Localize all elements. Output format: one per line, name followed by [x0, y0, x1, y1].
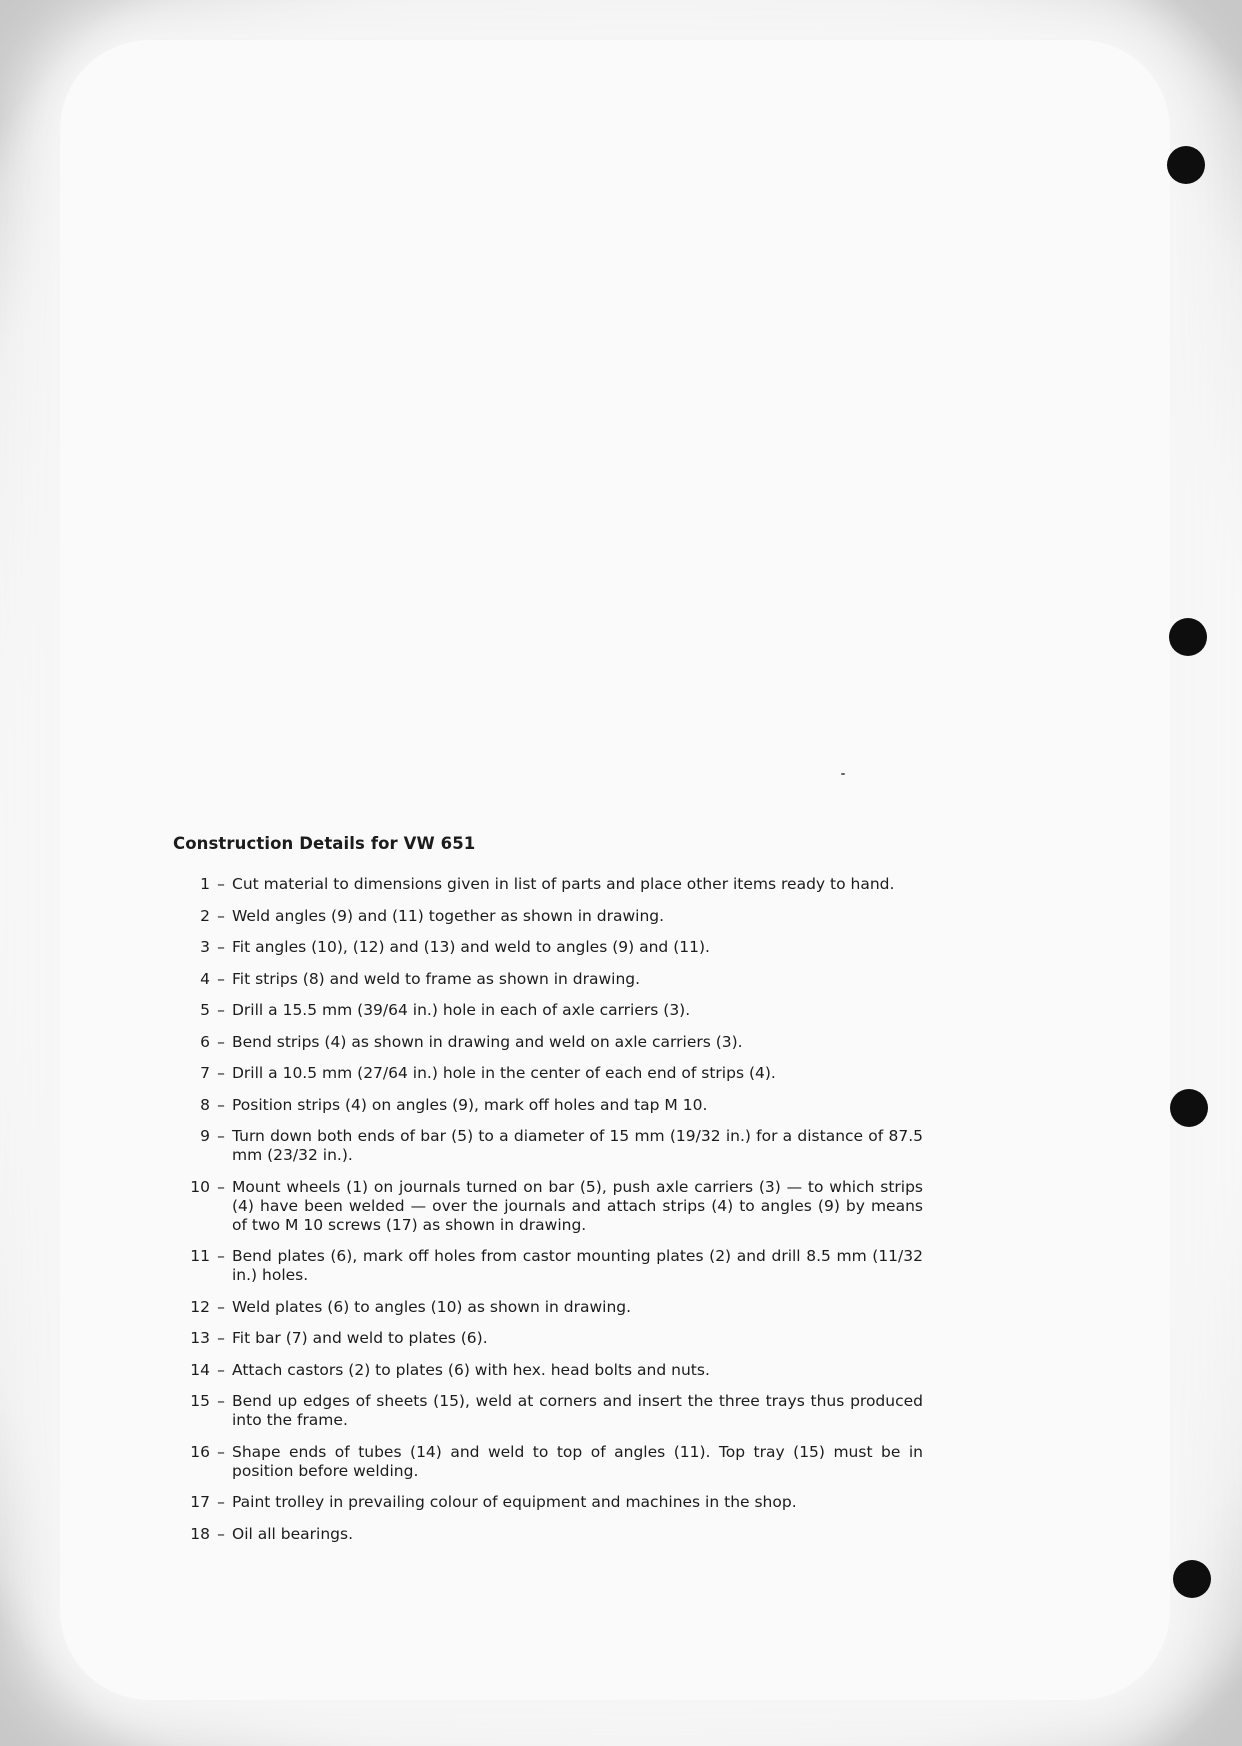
- document-body: [173, 834, 923, 1556]
- construction-step: [173, 907, 923, 926]
- step-number: 14: [190, 1360, 210, 1379]
- step-dash: –: [217, 1442, 225, 1461]
- step-dash: –: [217, 1297, 225, 1316]
- construction-step: [173, 1361, 923, 1380]
- step-dash: –: [217, 1177, 225, 1196]
- construction-step: [173, 1329, 923, 1348]
- step-text: Bend plates (6), mark off holes from castor mounting plates (2) and drill 8.5 mm (11/32 in.) holes.: [232, 1247, 923, 1284]
- step-number: 5: [200, 1001, 210, 1019]
- construction-step: [173, 1298, 923, 1317]
- step-number: 12: [190, 1297, 210, 1316]
- step-text: Shape ends of tubes (14) and weld to top of angles (11). Top tray (15) must be in position before welding.: [232, 1442, 923, 1480]
- construction-step: [173, 1525, 923, 1544]
- step-text: Drill a 15.5 mm (39/64 in.) hole in each of axle carriers (3).: [232, 1001, 691, 1019]
- step-text: Cut material to dimensions given in list of parts and place other items ready to hand.: [232, 875, 895, 893]
- step-dash: –: [217, 1001, 225, 1019]
- construction-step: [173, 1096, 923, 1115]
- step-number: 15: [190, 1392, 210, 1410]
- step-text: Paint trolley in prevailing colour of equipment and machines in the shop.: [232, 1493, 797, 1511]
- step-number: 18: [190, 1524, 210, 1543]
- construction-step: [173, 1001, 923, 1020]
- step-dash: –: [217, 1064, 225, 1082]
- step-number: 16: [190, 1442, 210, 1461]
- construction-step: [173, 1247, 923, 1285]
- step-text: Fit angles (10), (12) and (13) and weld to angles (9) and (11).: [232, 938, 710, 956]
- step-dash: –: [217, 1524, 225, 1543]
- step-text: Bend strips (4) as shown in drawing and weld on axle carriers (3).: [232, 1032, 743, 1051]
- step-number: 1: [200, 875, 210, 893]
- step-dash: –: [217, 1247, 225, 1265]
- construction-step: [173, 1127, 923, 1165]
- step-number: 3: [200, 938, 210, 956]
- step-dash: –: [217, 906, 225, 925]
- step-dash: –: [217, 938, 225, 956]
- step-number: 17: [190, 1493, 210, 1511]
- binder-hole: [1167, 146, 1205, 184]
- step-number: 8: [200, 1095, 210, 1114]
- binder-hole: [1173, 1560, 1211, 1598]
- step-text: Mount wheels (1) on journals turned on bar (5), push axle carriers (3) — to which strips (4) have been welded — over the journals and attach strips (4) to angles (9) by means of two M 10 screws (17) as shown in drawing.: [232, 1177, 923, 1234]
- step-text: Position strips (4) on angles (9), mark off holes and tap M 10.: [232, 1095, 708, 1114]
- construction-step: [173, 1392, 923, 1430]
- step-text: Fit strips (8) and weld to frame as shown in drawing.: [232, 969, 641, 988]
- step-dash: –: [217, 1493, 225, 1511]
- step-number: 10: [190, 1177, 210, 1196]
- step-dash: –: [217, 1360, 225, 1379]
- document-title: Construction Details for VW 651: [173, 834, 476, 853]
- step-text: Bend up edges of sheets (15), weld at corners and insert the three trays thus produced into the frame.: [232, 1392, 923, 1429]
- step-dash: –: [217, 1392, 225, 1410]
- step-dash: –: [217, 1127, 225, 1145]
- step-number: 13: [190, 1329, 210, 1347]
- step-number: 7: [200, 1064, 210, 1082]
- construction-step: [173, 1443, 923, 1481]
- construction-step: [173, 1493, 923, 1512]
- step-number: 9: [200, 1127, 210, 1145]
- step-dash: –: [217, 1032, 225, 1051]
- construction-step: [173, 970, 923, 989]
- step-text: Drill a 10.5 mm (27/64 in.) hole in the center of each end of strips (4).: [232, 1064, 776, 1082]
- step-dash: –: [217, 1095, 225, 1114]
- step-number: 2: [200, 906, 210, 925]
- step-number: 4: [200, 969, 210, 988]
- construction-step: [173, 938, 923, 957]
- step-text: Weld plates (6) to angles (10) as shown in drawing.: [232, 1297, 632, 1316]
- step-dash: –: [217, 1329, 225, 1347]
- step-text: Weld angles (9) and (11) together as shown in drawing.: [232, 906, 665, 925]
- step-number: 6: [200, 1032, 210, 1051]
- construction-step: [173, 1033, 923, 1052]
- construction-step: [173, 1064, 923, 1083]
- step-text: Oil all bearings.: [232, 1524, 353, 1543]
- step-text: Turn down both ends of bar (5) to a diameter of 15 mm (19/32 in.) for a distance of 87.5 mm (23/32 in.).: [232, 1127, 923, 1164]
- binder-hole: [1169, 618, 1207, 656]
- step-text: Attach castors (2) to plates (6) with hex. head bolts and nuts.: [232, 1360, 710, 1379]
- binder-hole: [1170, 1089, 1208, 1127]
- scan-speck: [841, 773, 845, 775]
- construction-step: [173, 875, 923, 894]
- construction-step: [173, 1178, 923, 1235]
- step-number: 11: [190, 1247, 210, 1265]
- step-text: Fit bar (7) and weld to plates (6).: [232, 1329, 488, 1347]
- construction-steps-list: [173, 875, 923, 1544]
- step-dash: –: [217, 969, 225, 988]
- step-dash: –: [217, 875, 225, 893]
